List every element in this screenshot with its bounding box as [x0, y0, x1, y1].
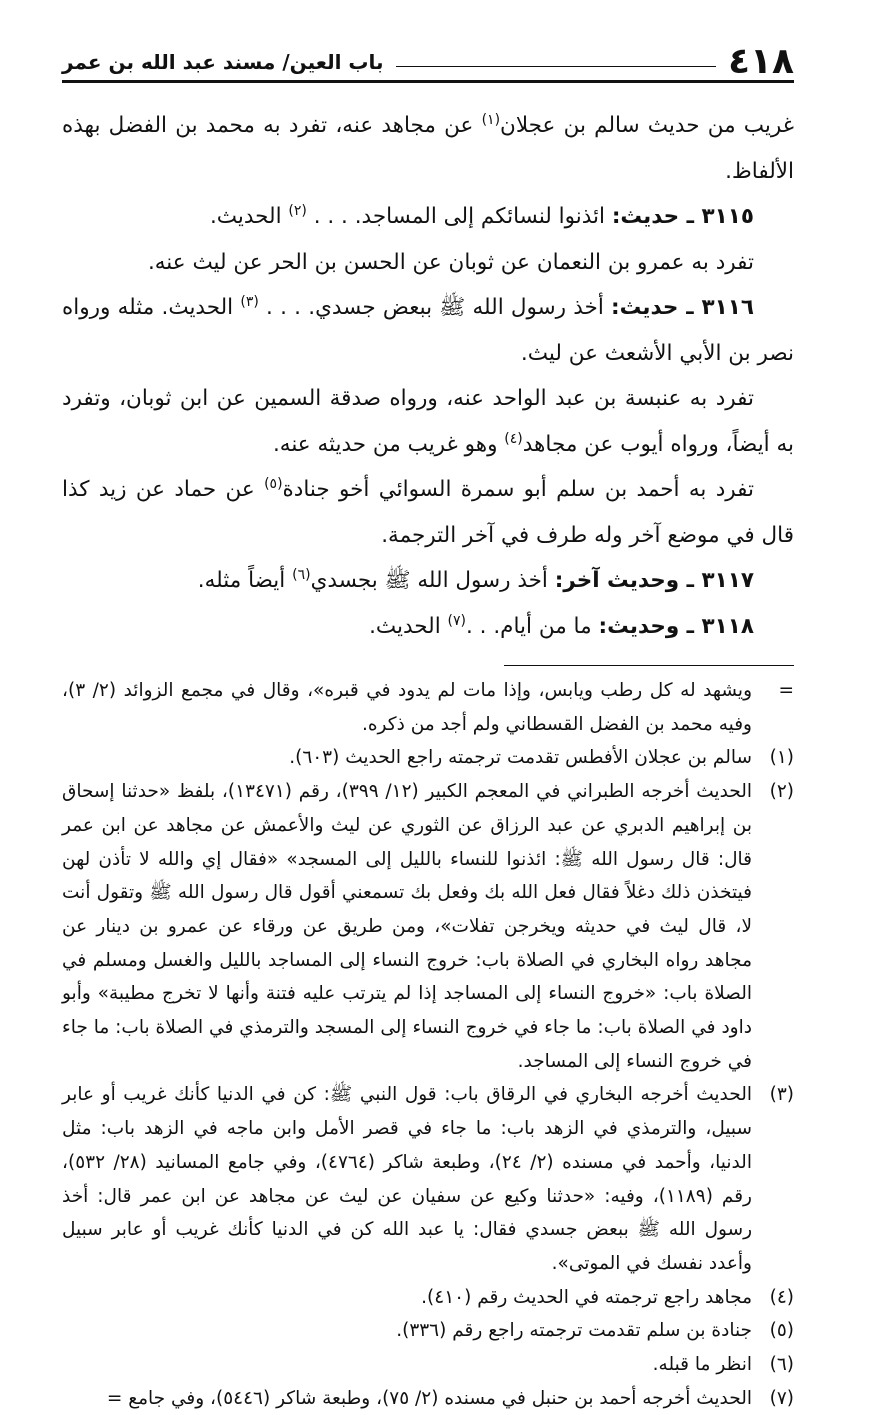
hadith-text: ائذنوا لنسائكم إلى المساجد. . . . [313, 204, 612, 229]
hadith-3117: ٣١١٧ ـ وحديث آخر: أخذ رسول الله ﷺ بجسدي$^{(٦)}$ أيضاً مثله. [197, 566, 754, 593]
footnote-label: (٧) [769, 1387, 794, 1409]
book-page [62, 40, 794, 1415]
footnote-1 [62, 741, 794, 775]
hadith-number: ٣١١٦ ـ حديث: [611, 295, 754, 320]
header-rule [396, 66, 717, 67]
intro-paragraph: غريب من حديث سالم بن عجلان$^{(١)}$ عن مجاهد عنه، تفرد به محمد بن الفضل بهذه الألفاظ. [62, 111, 795, 184]
chapter-title: باب العين/ مسند عبد الله بن عمر [62, 50, 384, 74]
footnote-label: (٤) [769, 1286, 794, 1308]
footnote-5 [62, 1314, 794, 1348]
footnote-text: الحديث أخرجه أحمد بن حنبل في مسنده (٢/ ٧٥)، وطبعة شاكر (٥٤٤٦)، وفي جامع = [106, 1387, 752, 1409]
hadith-number: ٣١١٧ ـ وحديث آخر: [554, 568, 754, 593]
footnote-ref[interactable]: (٦) [292, 566, 311, 583]
footnote-label: (١) [769, 747, 794, 769]
page-number: ٤١٨ [728, 41, 794, 82]
hadith-number: ٣١١٥ ـ حديث: [611, 204, 754, 229]
footnote-3 [62, 1078, 794, 1280]
footnote-text: جنادة بن سلم تقدمت ترجمته راجع رقم (٣٣٦). [396, 1320, 752, 1342]
footnote-ref[interactable]: (٤) [504, 430, 523, 447]
footnote-text: الحديث أخرجه البخاري في الرقاق باب: قول النبي ﷺ: كن في الدنيا كأنك غريب أو عابر سبيل، والترمذي في الزهد باب: ما جاء في قصر الأمل وابن ماجه في الزهد باب: مثل الدنيا، وأحمد في مسنده (٢/ ٢٤)، وطبعة شاكر (٤٧٦٤)، وفي جامع المسانيد (٢٨/ ٥٣٢)، رقم (١١٨٩)، وفيه: «حدثنا وكيع عن سفيان عن ليث عن مجاهد عن ابن عمر قال: أخذ رسول الله ﷺ ببعض جسدي فقال: يا عبد الله كن في الدنيا كأنك غريب أو عابر سبيل وأعدد نفسك في الموتى». [62, 1084, 752, 1274]
hadith-3116: ٣١١٦ ـ حديث: أخذ رسول الله ﷺ ببعض جسدي. . . . $^{(٣)}$ الحديث. مثله ورواه نصر بن الأبي الأشعث عن ليث. [62, 293, 794, 366]
hadith-text: أخذ رسول الله ﷺ بجسدي [310, 568, 555, 593]
hadith-text: ما من أيام. . . [466, 613, 599, 639]
running-header [62, 40, 794, 83]
hadith-3118: ٣١١٨ ـ وحديث: ما من أيام. . .$^{(٧)}$ الحديث. [369, 612, 754, 639]
footnote-ref[interactable]: (٢) [288, 202, 307, 219]
footnote-text: انظر ما قبله. [652, 1354, 752, 1376]
narration-note: تفرد به عنبسة بن عبد الواحد عنه، ورواه صدقة السمين عن ابن ثوبان، وتفرد به أيضاً، ورواه أيوب عن مجاهد$^{(٤)}$ وهو غريب من حديثه عنه. [62, 386, 794, 457]
footnote-text: سالم بن عجلان الأفطس تقدمت ترجمته راجع الحديث (٦٠٣). [289, 747, 752, 769]
footnote-ref[interactable]: (٧) [447, 612, 467, 629]
footnote-text: مجاهد راجع ترجمته في الحديث رقم (٤١٠). [421, 1286, 752, 1308]
footnote-text: ويشهد له كل رطب ويابس، وإذا مات لم يدود في قبره»، وقال في مجمع الزوائد (٢/ ٣)، وفيه محمد بن الفضل القسطاني ولم أجد من ذكره. [62, 680, 752, 735]
footnote-2 [62, 775, 794, 1078]
footnote-label: (٦) [769, 1354, 794, 1376]
footnotes-section [62, 674, 794, 1415]
footnote-ref[interactable]: (٣) [240, 293, 259, 310]
footnote-continuation [62, 674, 794, 741]
narration-note: تفرد به أحمد بن سلم أبو سمرة السوائي أخو جنادة$^{(٥)}$ عن حماد عن زيد كذا قال في موضع آخر وله طرف في آخر الترجمة. [62, 475, 794, 548]
footnote-ref[interactable]: (١) [481, 111, 501, 128]
footnote-6 [62, 1348, 794, 1382]
footnote-label: (٣) [769, 1084, 794, 1106]
footnote-label: (٢) [769, 781, 794, 803]
footnote-ref[interactable]: (٥) [264, 475, 283, 492]
hadith-number: ٣١١٨ ـ وحديث: [598, 613, 754, 639]
main-text [62, 103, 794, 649]
footnote-text: الحديث أخرجه الطبراني في المعجم الكبير (١٢/ ٣٩٩)، رقم (١٣٤٧١)، بلفظ «حدثنا إسحاق بن إبراهيم الدبري عن عبد الرزاق عن الثوري عن ليث والأعمش عن مجاهد عن ابن عمر قال: قال رسول الله ﷺ: ائذنوا للنساء بالليل إلى المسجد» «فقال إي والله لا تأذن لهن فيتخذن ذلك دغلاً فقال فعل الله بك وفعل بك تسمعني أقول قال رسول الله ﷺ وتقول أنت لا، قال ليث في حديثه ويخرجن تفلات»، ومن طريق عن ورقاء عن عمرو بن دينار عن مجاهد رواه البخاري في الصلاة باب: خروج النساء إلى المساجد بالليل والغسل ومسلم في الصلاة باب: «خروج النساء إلى المساجد إذا لم يترتب عليه فتنة وأنها لا تخرج مطيبة» وأبو داود في الصلاة باب: ما جاء في خروج النساء إلى المسجد والترمذي في الصلاة باب: ما جاء في خروج النساء إلى المساجد. [62, 781, 752, 1072]
footnote-label: = [778, 680, 794, 701]
hadith-3115: ٣١١٥ ـ حديث: ائذنوا لنسائكم إلى المساجد. . . . $^{(٢)}$ الحديث. [209, 202, 754, 229]
footnote-label: (٥) [769, 1320, 794, 1342]
footnote-4 [62, 1281, 794, 1315]
footnote-7 [62, 1382, 794, 1415]
narration-note: تفرد به عمرو بن النعمان عن ثوبان عن الحسن بن الحر عن ليث عنه. [147, 249, 754, 275]
hadith-text: أخذ رسول الله ﷺ ببعض جسدي. . . . [266, 295, 612, 320]
footnote-separator [504, 665, 794, 666]
